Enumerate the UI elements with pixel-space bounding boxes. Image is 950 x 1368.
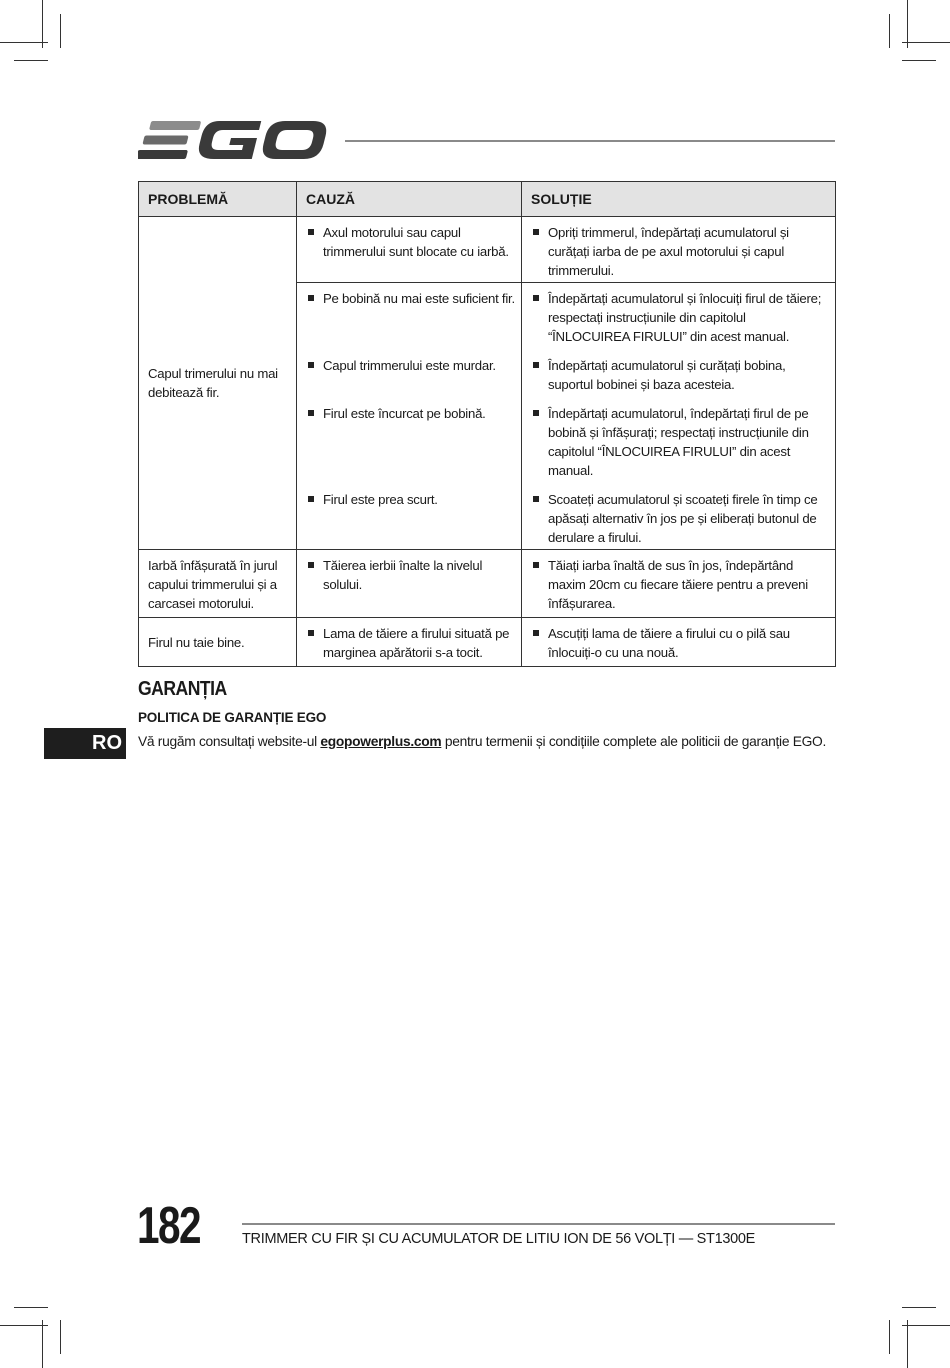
solution-item: Opriți trimmerul, îndepărtați acumulatorul și curățați iarba de pe axul motorului și capul trimmerului.	[531, 223, 829, 280]
crop-mark	[902, 42, 950, 43]
crop-mark	[60, 1320, 61, 1354]
cause-item: Axul motorului sau capul trimmerului sunt blocate cu iarbă.	[306, 223, 515, 261]
troubleshooting-table	[138, 181, 836, 667]
solution-cell	[522, 484, 836, 550]
solution-cell	[522, 217, 836, 283]
warranty-text-before: Vă rugăm consultați website-ul	[138, 734, 321, 749]
cause-item: Tăierea ierbii înalte la nivelul solului.	[306, 556, 515, 594]
cause-cell	[297, 283, 522, 351]
crop-mark	[42, 0, 43, 48]
solution-cell	[522, 550, 836, 618]
warranty-paragraph	[138, 734, 826, 749]
warranty-link[interactable]: egopowerplus.com	[320, 734, 442, 749]
ego-logo	[138, 118, 328, 162]
cause-item: Capul trimmerului este murdar.	[306, 356, 515, 375]
language-tab: RO	[44, 728, 126, 759]
solution-cell	[522, 618, 836, 667]
solution-item: Tăiați iarba înaltă de sus în jos, îndepărtând maxim 20cm cu fiecare tăiere pentru a preveni înfășurarea.	[531, 556, 829, 613]
footer-rule	[242, 1223, 835, 1225]
crop-mark	[14, 1307, 48, 1308]
footer-title: TRIMMER CU FIR ȘI CU ACUMULATOR DE LITIU ION DE 56 VOLȚI — ST1300E	[242, 1231, 756, 1247]
crop-mark	[0, 42, 48, 43]
header-rule	[345, 140, 835, 142]
crop-mark	[889, 14, 890, 48]
solution-cell	[522, 350, 836, 398]
cause-cell	[297, 618, 522, 667]
crop-mark	[907, 0, 908, 48]
crop-mark	[0, 1325, 48, 1326]
warranty-subtitle: POLITICA DE GARANȚIE EGO	[138, 710, 327, 725]
crop-mark	[60, 14, 61, 48]
header-solution: SOLUȚIE	[522, 182, 836, 217]
table-row	[139, 618, 836, 667]
problem-cell: Firul nu taie bine.	[139, 618, 297, 667]
crop-mark	[889, 1320, 890, 1354]
cause-item: Firul este prea scurt.	[306, 490, 515, 509]
table-header-row	[139, 182, 836, 217]
crop-mark	[907, 1320, 908, 1368]
solution-item: Îndepărtați acumulatorul și înlocuiți firul de tăiere; respectați instrucțiunile din capitolul “ÎNLOCUIREA FIRULUI” din acest manual.	[531, 289, 829, 346]
cause-item: Firul este încurcat pe bobină.	[306, 404, 515, 423]
table-row	[139, 550, 836, 618]
crop-mark	[902, 60, 936, 61]
header-problem: PROBLEMĂ	[139, 182, 297, 217]
header-cause: CAUZĂ	[297, 182, 522, 217]
cause-item: Pe bobină nu mai este suficient fir.	[306, 289, 515, 308]
solution-item: Scoateți acumulatorul și scoateți firele în timp ce apăsați alternativ în jos pe și eliberați butonul de derulare a firului.	[531, 490, 829, 547]
page-number: 182	[137, 1197, 200, 1255]
problem-cell: Capul trimerului nu mai debitează fir.	[139, 217, 297, 550]
warranty-text-after: pentru termenii și condițiile complete ale politicii de garanție EGO.	[441, 734, 827, 749]
solution-item: Ascuțiți lama de tăiere a firului cu o pilă sau înlocuiți-o cu una nouă.	[531, 624, 829, 662]
cause-cell	[297, 350, 522, 398]
cause-cell	[297, 217, 522, 283]
cause-cell	[297, 398, 522, 484]
solution-item: Îndepărtați acumulatorul și curățați bobina, suportul bobinei și baza acesteia.	[531, 356, 829, 394]
solution-cell	[522, 398, 836, 484]
table-row	[139, 217, 836, 283]
warranty-title: GARANȚIA	[138, 678, 227, 700]
crop-mark	[902, 1325, 950, 1326]
crop-mark	[14, 60, 48, 61]
crop-mark	[902, 1307, 936, 1308]
solution-item: Îndepărtați acumulatorul, îndepărtați firul de pe bobină și înfășurați; respectați instrucțiunile din capitolul “ÎNLOCUIREA FIRULUI” din acest manual.	[531, 404, 829, 480]
cause-item: Lama de tăiere a firului situată pe marginea apărătorii s-a tocit.	[306, 624, 515, 662]
cause-cell	[297, 550, 522, 618]
crop-mark	[42, 1320, 43, 1368]
cause-cell	[297, 484, 522, 550]
solution-cell	[522, 283, 836, 351]
problem-cell: Iarbă înfășurată în jurul capului trimmerului și a carcasei motorului.	[139, 550, 297, 618]
